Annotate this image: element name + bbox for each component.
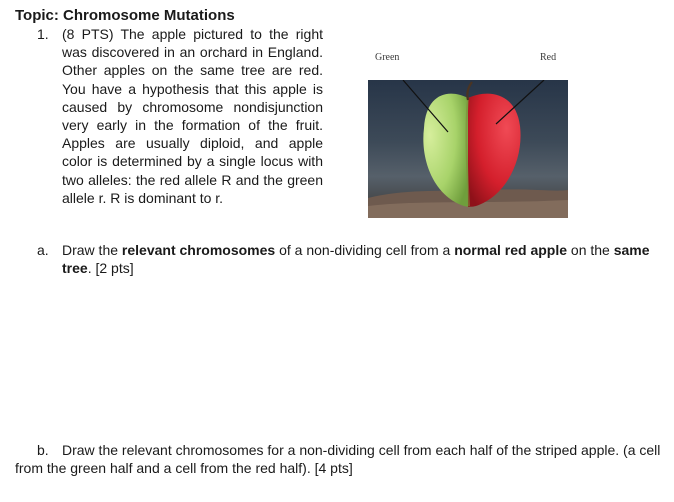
part-b-letter: b.	[37, 442, 49, 458]
apple-figure	[368, 46, 568, 218]
red-label: Red	[540, 52, 557, 63]
green-label: Green	[375, 52, 400, 63]
bold-same-tree: same tree	[62, 242, 650, 276]
bold-normal-red-apple: normal red apple	[454, 242, 568, 258]
part-a-text: Draw the relevant chromosomes of a non-dividing cell from a normal red apple on the same tree. [2 pts]	[62, 242, 650, 276]
bold-relevant-chromosomes: relevant chromosomes	[121, 242, 276, 258]
part-b	[15, 441, 665, 477]
part-b-text: Draw the relevant chromosomes for a non-dividing cell from each half of the striped apple. (a cell from the green half and a cell from the red half). [4 pts]	[15, 442, 661, 476]
part-a-letter: a.	[37, 242, 49, 258]
question-text: (8 PTS) The apple pictured to the right was discovered in an orchard in England. Other apples on the same tree are red. You have a hypothesis that this apple is caused by chromosome nondisjunction very early in the formation of the fruit. Apples are usually diploid, and apple color is determined by a single locus with two alleles: the red allele R and the green allele r. R is dominant to r.	[62, 26, 323, 206]
apple-photo	[368, 80, 568, 218]
topic-heading: Topic: Chromosome Mutations	[15, 7, 235, 24]
question-number: 1.	[37, 26, 49, 42]
